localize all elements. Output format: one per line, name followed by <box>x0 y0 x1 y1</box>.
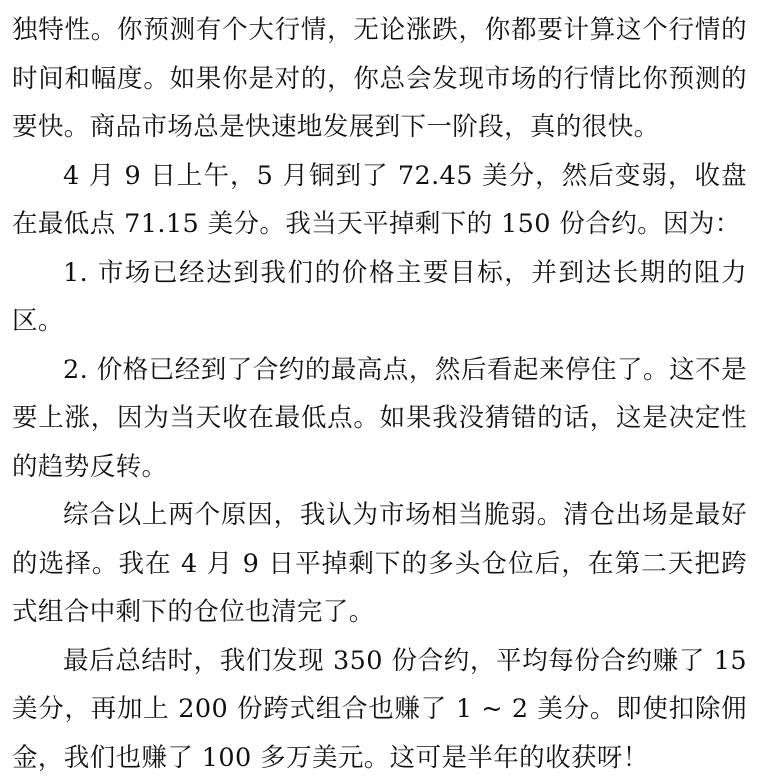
paragraph-conclusion: 综合以上两个原因，我认为市场相当脆弱。清仓出场是最好的选择。我在 4 月 9 日平掉剩下的多头仓位后，在第二天把跨式组合中剩下的仓位也清完了。 <box>12 491 747 637</box>
reason-item-1: 1. 市场已经达到我们的价格主要目标，并到达长期的阻力区。 <box>12 249 747 346</box>
paragraph-april-9-copper: 4 月 9 日上午，5 月铜到了 72.45 美分，然后变弱，收盘在最低点 71.15 美分。我当天平掉剩下的 150 份合约。因为： <box>12 152 747 249</box>
document-page <box>12 6 747 782</box>
paragraph-final-summary: 最后总结时，我们发现 350 份合约，平均每份合约赚了 15 美分，再加上 200 份跨式组合也赚了 1 ~ 2 美分。即使扣除佣金，我们也赚了 100 多万美元。这可是半年的收获呀！ <box>12 637 747 782</box>
reason-item-2: 2. 价格已经到了合约的最高点，然后看起来停住了。这不是要上涨，因为当天收在最低点。如果我没猜错的话，这是决定性的趋势反转。 <box>12 346 747 492</box>
paragraph-intro-continuation: 独特性。你预测有个大行情，无论涨跌，你都要计算这个行情的时间和幅度。如果你是对的，你总会发现市场的行情比你预测的要快。商品市场总是快速地发展到下一阶段，真的很快。 <box>12 6 747 152</box>
